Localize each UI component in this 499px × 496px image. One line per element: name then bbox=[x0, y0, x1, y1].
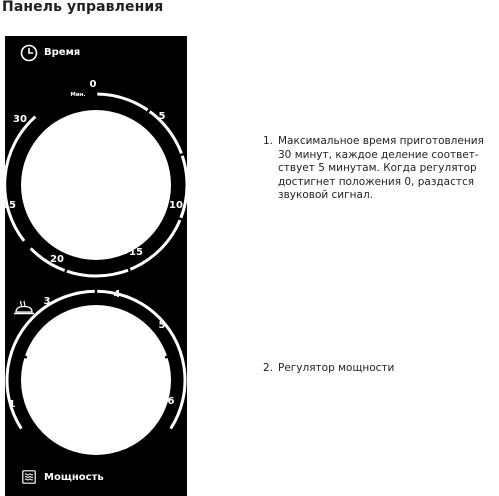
timer-mark-label: 5 bbox=[158, 111, 166, 122]
timer-tick bbox=[13, 215, 21, 219]
waves-icon bbox=[22, 470, 36, 484]
timer-knob[interactable] bbox=[21, 110, 171, 260]
note-text: Максимальное время приготовления 30 минут, каждое деление соответ-ствует 5 минутам. Когда регулятор достигнет положения 0, раздастся звуковой сигнал. bbox=[278, 135, 484, 201]
timer-mark-label: 20 bbox=[50, 254, 64, 265]
power-mark-label: 1 bbox=[8, 399, 16, 410]
note-number: 2. bbox=[263, 362, 274, 374]
power-mark-label: 3 bbox=[43, 296, 51, 307]
timer-mark-label: 15 bbox=[129, 247, 143, 258]
power-mark-label: 5 bbox=[158, 320, 166, 331]
power-tick bbox=[49, 310, 54, 317]
note-power bbox=[263, 362, 483, 376]
note-timer bbox=[263, 135, 499, 203]
timer-mark-label: 0 bbox=[89, 79, 97, 90]
timer-dial[interactable] bbox=[2, 79, 187, 276]
power-tick bbox=[138, 310, 143, 317]
page-title: Панель управления bbox=[2, 0, 164, 15]
dish-icon bbox=[13, 300, 35, 316]
power-mark-label: 4 bbox=[113, 289, 121, 300]
power-knob[interactable] bbox=[21, 305, 171, 455]
note-number: 1. bbox=[263, 135, 274, 147]
timer-mark-label: 25 bbox=[2, 200, 16, 211]
power-label: Мощность bbox=[44, 472, 104, 483]
note-text: Регулятор мощности bbox=[278, 362, 395, 374]
timer-mark-label: 30 bbox=[13, 114, 27, 125]
minutes-label: Мин. bbox=[70, 92, 86, 98]
power-mark-label: 6 bbox=[167, 396, 175, 407]
time-label: Время bbox=[44, 47, 81, 58]
timer-mark-label: 10 bbox=[169, 200, 183, 211]
